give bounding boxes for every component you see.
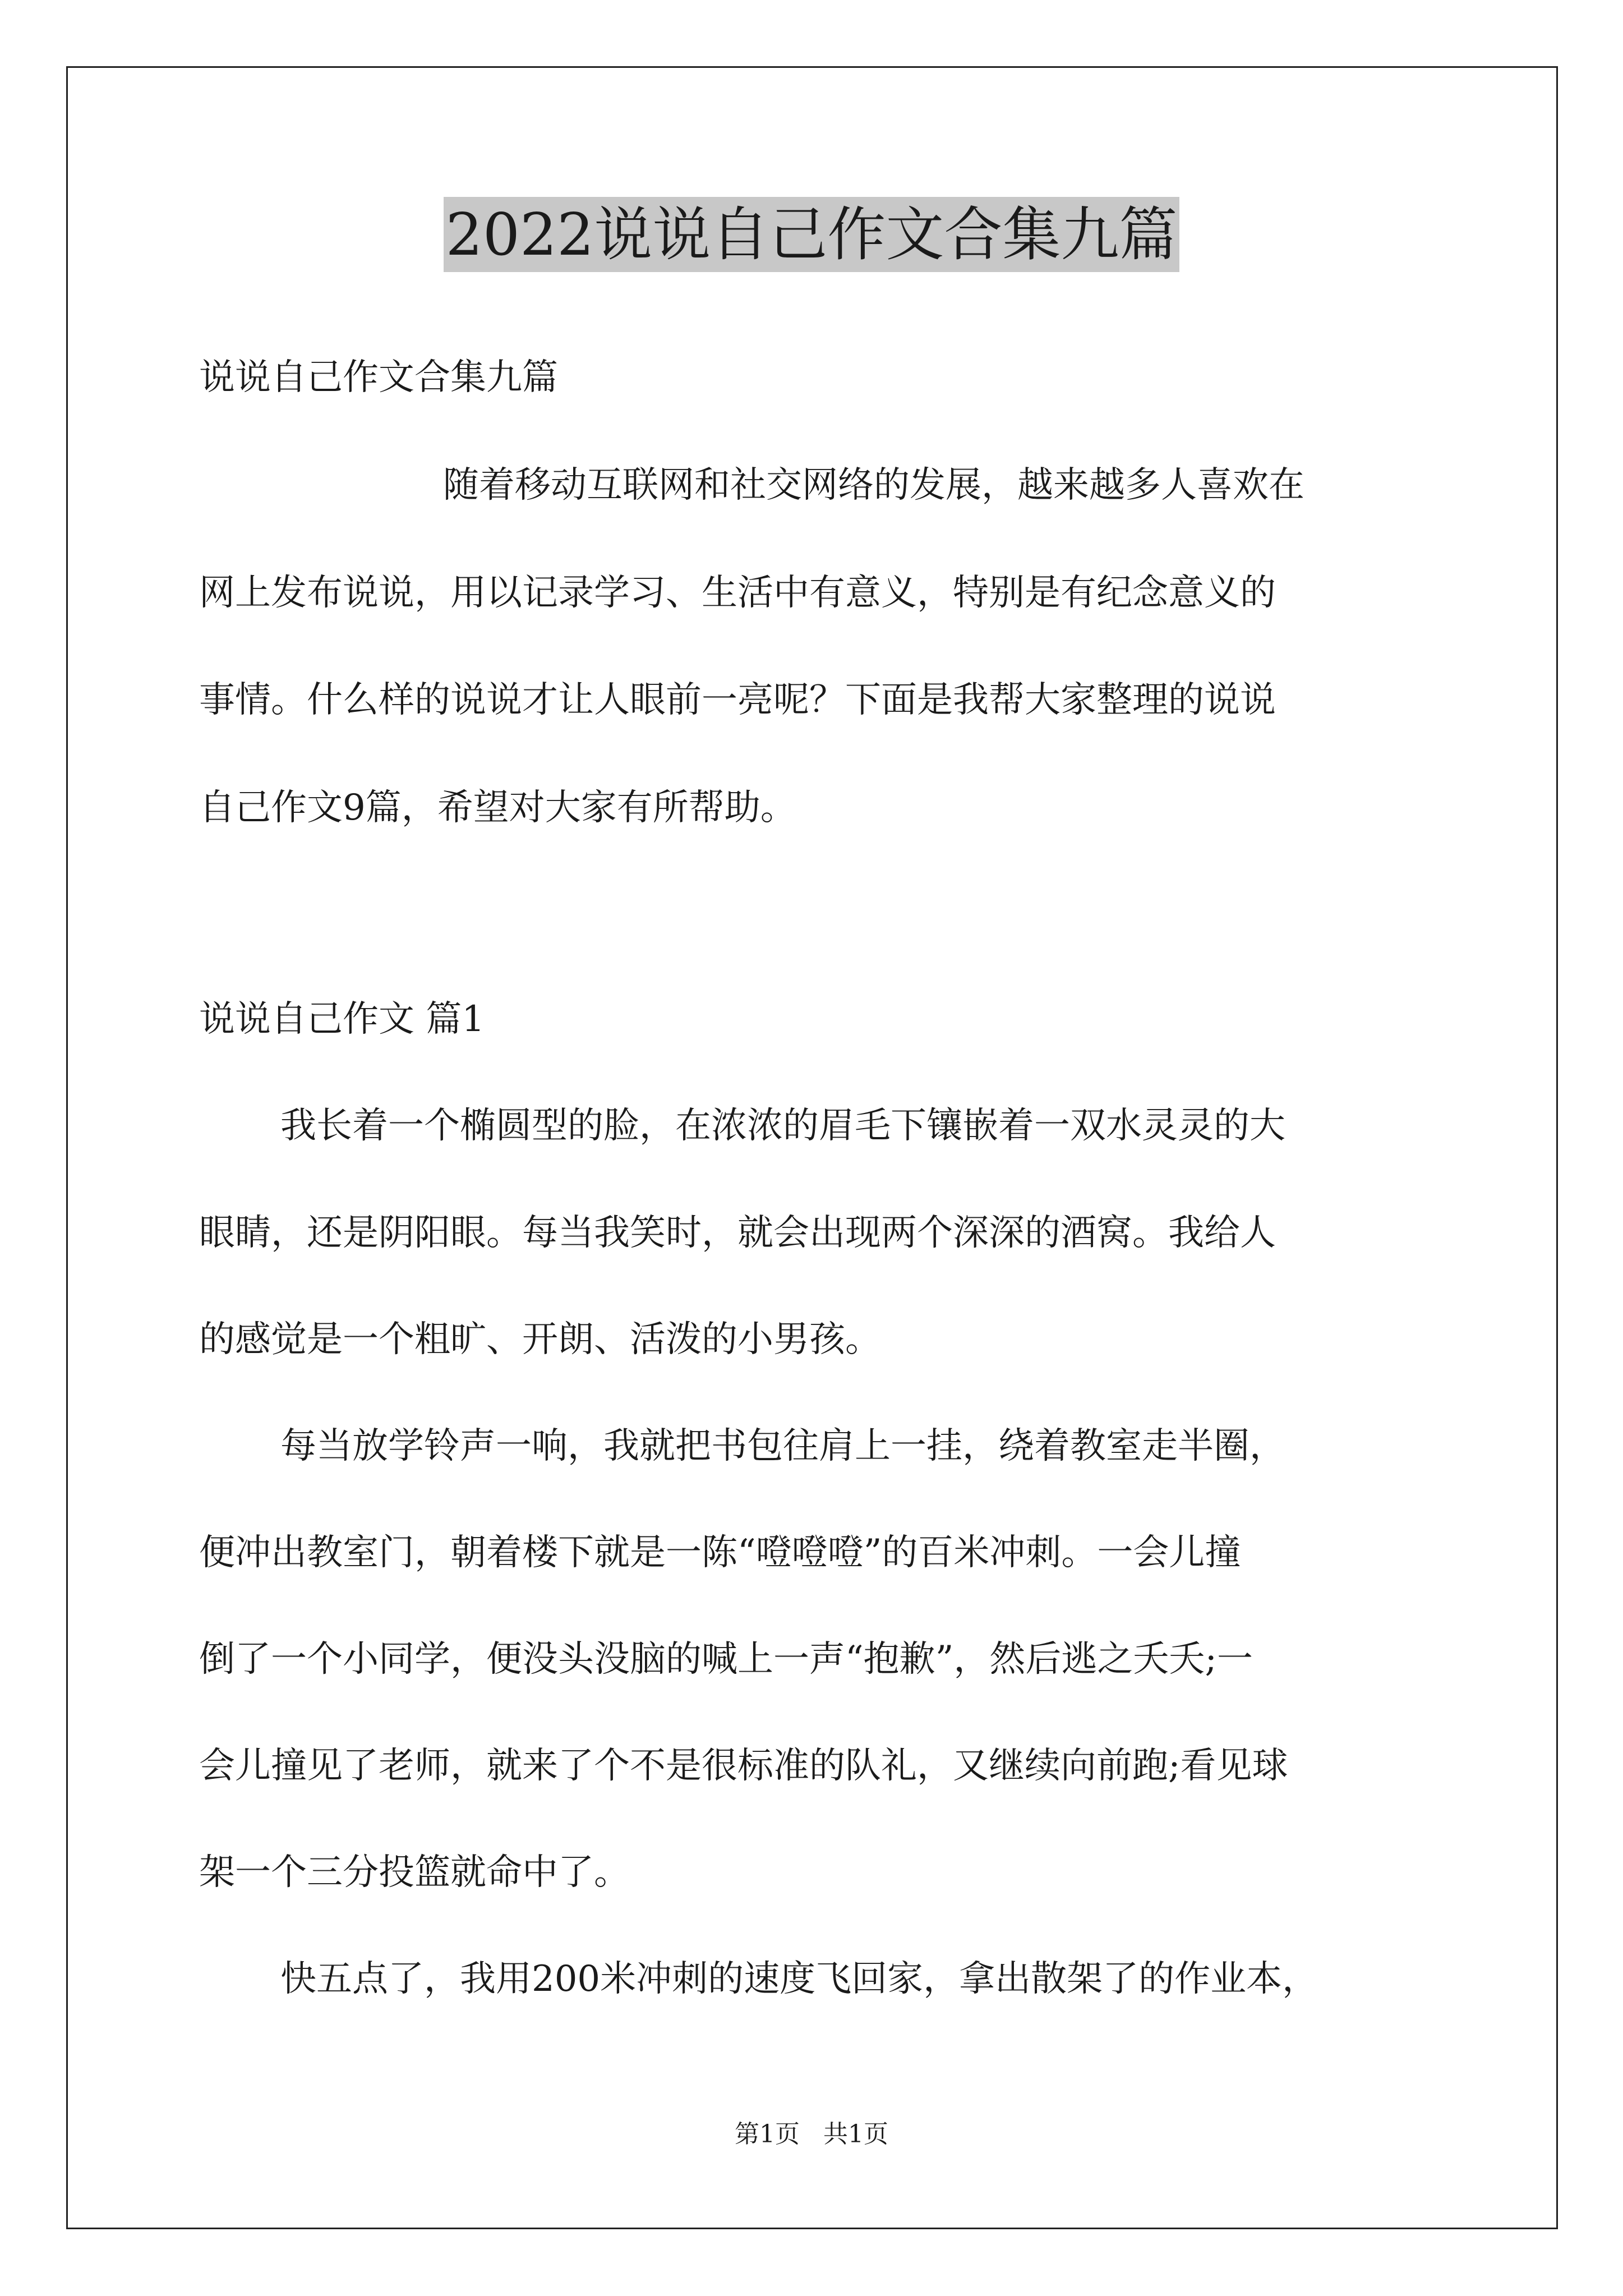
- intro-line-2: 网上发布说说，用以记录学习、生活中有意义，特别是有纪念意义的: [199, 572, 1276, 614]
- body-line-1: 我长着一个椭圆型的脸，在浓浓的眉毛下镶嵌着一双水灵灵的大: [280, 1105, 1285, 1147]
- body-line-3: 的感觉是一个粗旷、开朗、活泼的小男孩。: [199, 1319, 881, 1360]
- intro-line-1: 随着移动互联网和社交网络的发展，越来越多人喜欢在: [443, 464, 1304, 506]
- body-line-5: 便冲出教室门，朝着楼下就是一陈“噔噔噔”的百米冲刺。一会儿撞: [199, 1532, 1241, 1573]
- body-line-4: 每当放学铃声一响，我就把书包往肩上一挂，绕着教室走半圈，: [280, 1425, 1285, 1467]
- document-title-text: 2022说说自己作文合集九篇: [444, 197, 1180, 272]
- page-number-total: 共1页: [823, 2120, 888, 2148]
- section-heading: 说说自己作文 篇1: [199, 999, 485, 1040]
- document-title: [0, 195, 1623, 274]
- document-subtitle: 说说自己作文合集九篇: [199, 357, 558, 398]
- body-line-2: 眼睛，还是阴阳眼。每当我笑时，就会出现两个深深的酒窝。我给人: [199, 1212, 1276, 1254]
- intro-line-3: 事情。什么样的说说才让人眼前一亮呢？下面是我帮大家整理的说说: [199, 679, 1276, 721]
- body-line-9: 快五点了，我用200米冲刺的速度飞回家，拿出散架了的作业本，: [280, 1958, 1318, 2000]
- page-footer: [0, 2118, 1623, 2151]
- body-line-6: 倒了一个小同学，便没头没脑的喊上一声“抱歉”，然后逃之夭夭;一: [199, 1639, 1253, 1680]
- page-number-current: 第1页: [735, 2120, 800, 2148]
- body-line-8: 架一个三分投篮就命中了。: [199, 1852, 630, 1893]
- intro-line-4: 自己作文9篇，希望对大家有所帮助。: [199, 787, 796, 829]
- body-line-7: 会儿撞见了老师，就来了个不是很标准的队礼，又继续向前跑;看见球: [199, 1745, 1288, 1787]
